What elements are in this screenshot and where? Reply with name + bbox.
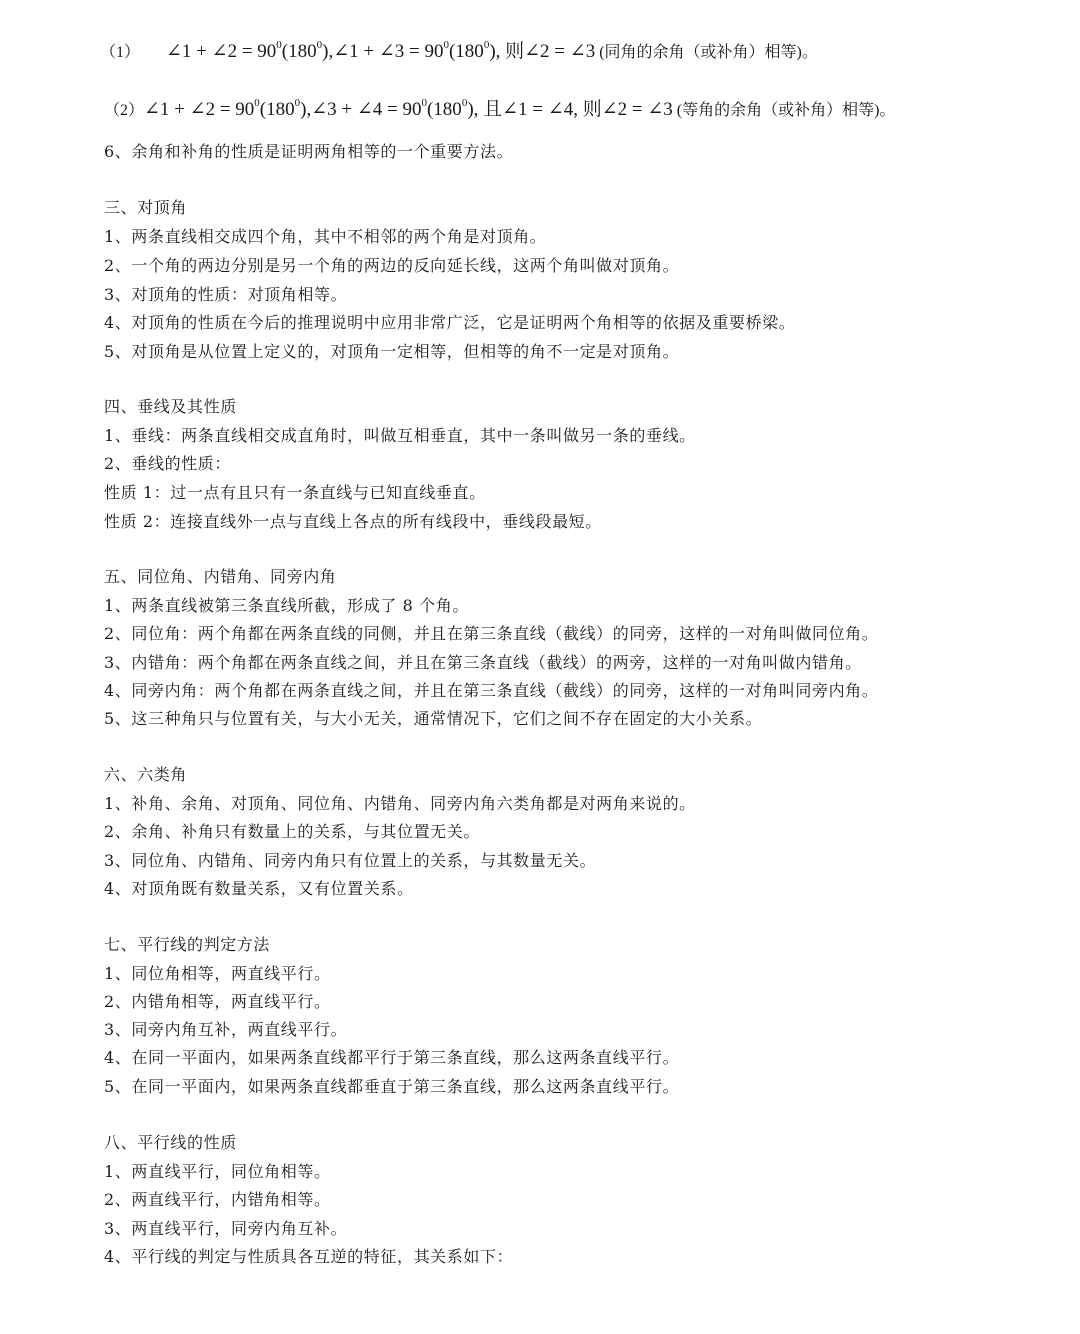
list-item: 2、垂线的性质： [104,454,231,473]
list-item: 4、平行线的判定与性质具各互逆的特征，其关系如下： [104,1247,514,1266]
list-item: 3、对顶角的性质：对顶角相等。 [104,285,348,304]
list-item: 2、两直线平行，内错角相等。 [104,1190,331,1209]
section-title-3: 三、对顶角 [104,198,188,217]
list-item: 4、对顶角既有数量关系，又有位置关系。 [104,879,414,898]
list-item: 1、垂线：两条直线相交成直角时，叫做互相垂直，其中一条叫做另一条的垂线。 [104,426,696,445]
list-item: 2、内错角相等，两直线平行。 [104,992,331,1011]
list-item: 性质 1：过一点有且只有一条直线与已知直线垂直。 [104,483,486,502]
list-item: 1、两直线平行，同位角相等。 [104,1162,331,1181]
section-title-7: 七、平行线的判定方法 [104,935,271,954]
section-title-6: 六、六类角 [104,765,188,784]
list-item: 3、内错角：两个角都在两条直线之间，并且在第三条直线（截线）的两旁，这样的一对角叫做内错角。 [104,653,862,672]
formula-text: ), 且∠1 = ∠4, 则∠2 = ∠3 [467,99,673,120]
formula-text: ∠1 + ∠2 = 90 [166,41,277,62]
formula-prefix: （2） [104,102,145,119]
degree-mark: 0 [483,39,490,51]
list-item: 4、对顶角的性质在今后的推理说明中应用非常广泛，它是证明两个角相等的依据及重要桥梁。 [104,313,796,332]
formula-line-1 [100,36,1060,63]
formula-text: ),∠3 + ∠4 = 90 [300,99,422,120]
list-item: 2、一个角的两边分别是另一个角的两边的反向延长线，这两个角叫做对顶角。 [104,256,680,275]
list-item: 3、两直线平行，同旁内角互补。 [104,1219,348,1238]
degree-mark: 0 [294,97,301,109]
formula-text: ∠1 + ∠2 = 90 [144,99,255,120]
section-title-5: 五、同位角、内错角、同旁内角 [104,567,337,586]
formula-text: ),∠1 + ∠3 = 90 [322,41,444,62]
formula-text: (180 [448,41,484,62]
degree-mark: 0 [316,39,323,51]
formula-note: (同角的余角（或补角）相等)。 [599,44,818,61]
list-item: 1、同位角相等，两直线平行。 [104,964,331,983]
list-item: 1、补角、余角、对顶角、同位角、内错角、同旁内角六类角都是对两角来说的。 [104,794,696,813]
formula-text: (180 [281,41,317,62]
list-item: 1、两条直线被第三条直线所截，形成了 8 个角。 [104,596,469,615]
list-item: 4、同旁内角：两个角都在两条直线之间，并且在第三条直线（截线）的同旁，这样的一对角叫同旁内角。 [104,681,879,700]
list-item: 3、同位角、内错角、同旁内角只有位置上的关系，与其数量无关。 [104,851,597,870]
list-item: 2、余角、补角只有数量上的关系，与其位置无关。 [104,822,480,841]
formula-prefix: （1） [100,44,141,61]
formula-text: (180 [426,99,462,120]
list-item: 性质 2：连接直线外一点与直线上各点的所有线段中，垂线段最短。 [104,512,602,531]
degree-mark: 0 [461,97,468,109]
formula-text: (180 [259,99,295,120]
list-item: 5、对顶角是从位置上定义的，对顶角一定相等，但相等的角不一定是对顶角。 [104,342,680,361]
degree-mark: 0 [276,39,282,51]
section-title-4: 四、垂线及其性质 [104,397,237,416]
formula-line-2 [104,94,1064,121]
item-6: 6、余角和补角的性质是证明两角相等的一个重要方法。 [104,142,514,161]
list-item: 5、这三种角只与位置有关，与大小无关，通常情况下，它们之间不存在固定的大小关系。 [104,709,763,728]
formula-note: (等角的余角（或补角）相等)。 [676,102,896,119]
list-item: 5、在同一平面内，如果两条直线都垂直于第三条直线，那么这两条直线平行。 [104,1077,680,1096]
list-item: 1、两条直线相交成四个角，其中不相邻的两个角是对顶角。 [104,227,547,246]
section-title-8: 八、平行线的性质 [104,1133,237,1152]
degree-mark: 0 [421,97,427,109]
formula-text: ), 则∠2 = ∠3 [489,41,596,62]
degree-mark: 0 [254,97,260,109]
list-item: 4、在同一平面内，如果两条直线都平行于第三条直线，那么这两条直线平行。 [104,1048,680,1067]
degree-mark: 0 [443,39,449,51]
list-item: 3、同旁内角互补，两直线平行。 [104,1020,348,1039]
list-item: 2、同位角：两个角都在两条直线的同侧，并且在第三条直线（截线）的同旁，这样的一对角叫做同位角。 [104,624,879,643]
